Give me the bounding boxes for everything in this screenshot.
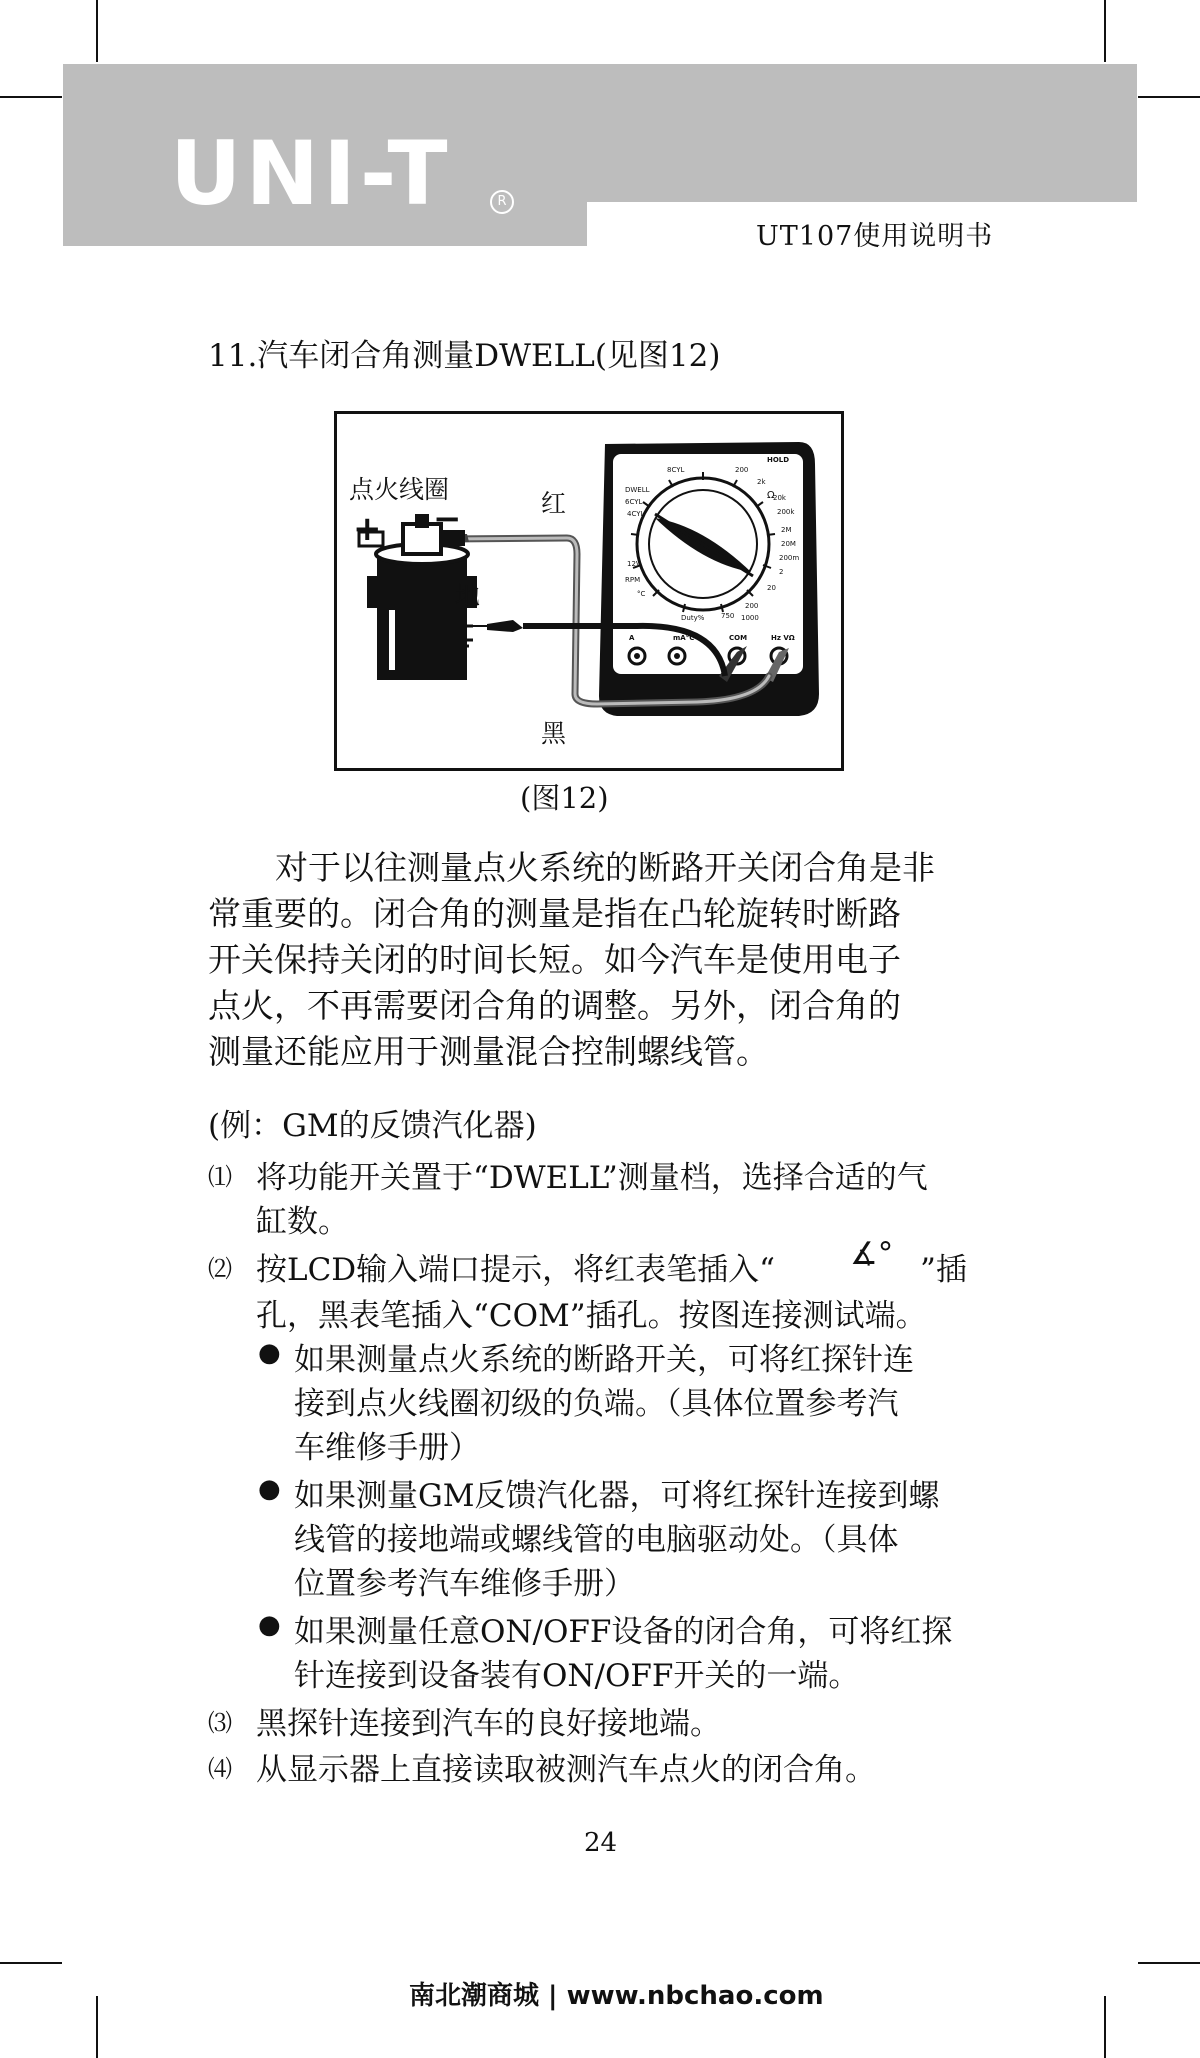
bullet-text: 如果测量GM反馈汽化器，可将红探针连接到螺 <box>294 1478 940 1514</box>
bullet-text: 如果测量点火系统的断路开关，可将红探针连 <box>294 1342 914 1378</box>
step-text: 缸数。 <box>256 1204 349 1240</box>
crop-mark <box>1138 1962 1200 1964</box>
figure-caption: (图12) <box>520 781 609 815</box>
para-line: 点火，不再需要闭合角的调整。另外，闭合角的 <box>208 986 901 1025</box>
svg-text:20k: 20k <box>773 494 786 502</box>
figure-12 <box>334 411 844 771</box>
svg-text:20: 20 <box>767 584 776 592</box>
footer-source: 南北潮商城 | www.nbchao.com <box>409 1981 824 2011</box>
crop-mark <box>0 96 62 98</box>
page-number: 24 <box>584 1828 618 1858</box>
crop-mark <box>1104 1996 1106 2058</box>
step-text: 将功能开关置于“DWELL”测量档，选择合适的气 <box>256 1160 928 1196</box>
svg-text:200: 200 <box>735 466 749 474</box>
crop-mark <box>96 1996 98 2058</box>
step-number: ⑴ <box>208 1163 232 1191</box>
svg-text:4CYL: 4CYL <box>627 510 645 518</box>
svg-text:20M: 20M <box>781 540 796 548</box>
svg-text:2: 2 <box>779 568 784 576</box>
label-ground: 地 <box>455 581 481 610</box>
bullet-text: 如果测量任意ON/OFF设备的闭合角，可将红探 <box>294 1614 953 1650</box>
para-line: 常重要的。闭合角的测量是指在凸轮旋转时断路 <box>208 894 901 933</box>
step-text: 按LCD输入端口提示，将红表笔插入“ <box>256 1252 776 1288</box>
svg-text:Duty%: Duty% <box>681 614 705 622</box>
bullet-text: 车维修手册） <box>294 1430 480 1466</box>
svg-text:8CYL: 8CYL <box>667 466 685 474</box>
bullet-text: 位置参考汽车维修手册） <box>294 1566 635 1602</box>
label-black: 黑 <box>541 719 567 748</box>
para-line: 开关保持关闭的时间长短。如今汽车是使用电子 <box>208 940 901 979</box>
svg-text:mA°C: mA°C <box>673 634 695 642</box>
step-number: ⑵ <box>208 1255 232 1283</box>
bullet-icon: ● <box>258 1338 281 1368</box>
svg-text:COM: COM <box>729 634 748 642</box>
crop-mark <box>0 1962 62 1964</box>
plus-sign: + <box>353 509 382 549</box>
crop-mark <box>1138 96 1200 98</box>
svg-text:1000: 1000 <box>741 614 759 622</box>
para-line: 对于以往测量点火系统的断路开关闭合角是非 <box>275 848 935 887</box>
svg-text:6CYL: 6CYL <box>625 498 643 506</box>
svg-text:750: 750 <box>721 612 735 620</box>
bullet-text: 针连接到设备装有ON/OFF开关的一端。 <box>294 1658 860 1694</box>
doc-title: UT107使用说明书 <box>756 221 994 252</box>
label-ignition-coil: 点火线圈 <box>349 475 450 504</box>
brand-logo: UNI-T <box>170 122 452 225</box>
registered-mark: R <box>490 190 514 214</box>
step-text: 孔，黑表笔插入“COM”插孔。按图连接测试端。 <box>256 1298 927 1334</box>
example-note: (例：GM的反馈汽化器) <box>208 1108 537 1144</box>
svg-text:A: A <box>629 634 635 642</box>
svg-text:200: 200 <box>745 602 759 610</box>
svg-text:°C: °C <box>637 590 646 598</box>
svg-text:DWELL: DWELL <box>625 486 650 494</box>
svg-text:2k: 2k <box>757 478 766 486</box>
minus-sign: − <box>433 499 462 539</box>
svg-text:200m: 200m <box>779 554 800 562</box>
dwell-connection-diagram <box>337 414 841 768</box>
svg-text:Ω: Ω <box>767 490 775 501</box>
svg-text:Hz VΩ: Hz VΩ <box>771 634 795 642</box>
para-line: 测量还能应用于测量混合控制螺线管。 <box>208 1032 769 1071</box>
section-title: 11.汽车闭合角测量DWELL(见图12) <box>208 338 721 374</box>
bullet-text: 线管的接地端或螺线管的电脑驱动处。（具体 <box>294 1522 899 1558</box>
bullet-icon: ● <box>258 1474 281 1504</box>
crop-mark <box>96 0 98 62</box>
step-number: ⑶ <box>208 1709 232 1737</box>
svg-text:12V: 12V <box>627 560 641 568</box>
step-text: 从显示器上直接读取被测汽车点火的闭合角。 <box>256 1752 876 1788</box>
crop-mark <box>1104 0 1106 62</box>
black-probe <box>487 620 523 632</box>
svg-text:200k: 200k <box>777 508 795 516</box>
step-text: ”插 <box>920 1252 967 1288</box>
svg-text:2M: 2M <box>781 526 792 534</box>
step-text: 黑探针连接到汽车的良好接地端。 <box>256 1706 721 1742</box>
svg-text:RPM: RPM <box>625 576 641 584</box>
label-red: 红 <box>541 489 567 518</box>
step-number: ⑷ <box>208 1755 232 1783</box>
bullet-text: 接到点火线圈初级的负端。（具体位置参考汽 <box>294 1386 899 1422</box>
meter-hold-label: HOLD <box>767 456 790 464</box>
dwell-symbol-icon: ∡° <box>850 1236 894 1272</box>
bullet-icon: ● <box>258 1610 281 1640</box>
